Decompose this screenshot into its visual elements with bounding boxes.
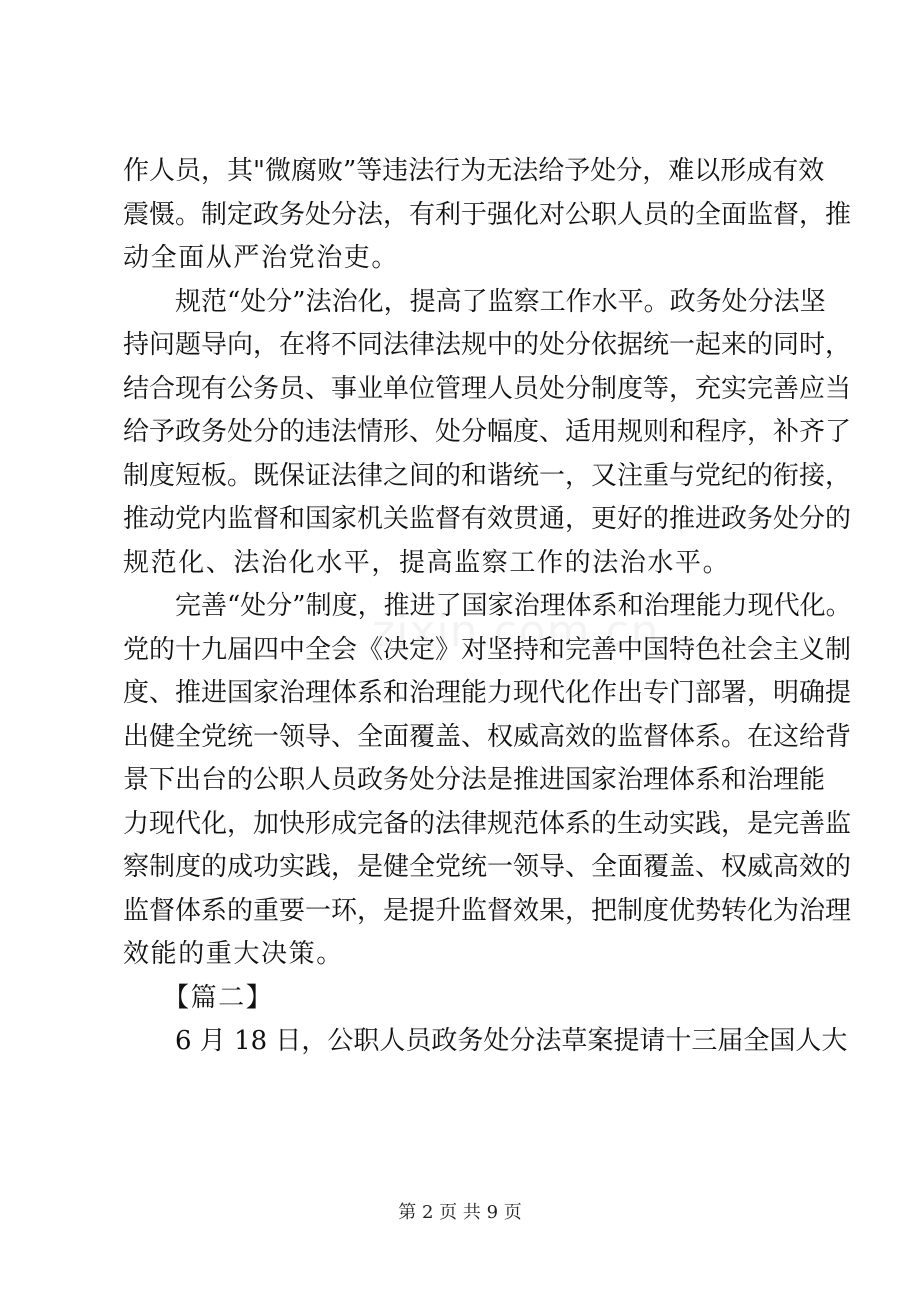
text-line: 察制度的成功实践，是健全党统一领导、全面覆盖、权威高效的 — [123, 852, 852, 882]
text-line: 效能的重大决策。 — [123, 939, 344, 969]
text-line: 结合现有公务员、事业单位管理人员处分制度等，充实完善应当 — [123, 373, 852, 404]
text-line: 党的十九届四中全会《决定》对坚持和完善中国特色社会主义制 — [123, 634, 852, 665]
paragraph-start-line: 规范“处分”法治化，提高了监察工作水平。政务处分法坚 — [175, 286, 826, 317]
text-line: 景下出台的公职人员政务处分法是推进国家治理体系和治理能 — [123, 765, 826, 795]
section-heading: 【篇二】 — [163, 982, 274, 1013]
paragraph-start-line: 6 月 18 日，公职人员政务处分法草案提请十三届全国人大 — [175, 1026, 848, 1056]
text-line: 持问题导向，在将不同法律法规中的处分依据统一起来的同时， — [123, 330, 852, 360]
text-line: 出健全党统一领导、全面覆盖、权威高效的监督体系。在这给背 — [123, 721, 852, 752]
text-line: 作人员，其"微腐败”等违法行为无法给予处分，难以形成有效 — [123, 156, 825, 186]
paragraph-start-line: 完善“处分”制度，推进了国家治理体系和治理能力现代化。 — [175, 591, 852, 621]
text-line: 规范化、法治化水平，提高监察工作的法治水平。 — [123, 547, 731, 578]
page-number-footer: 第 2 页 共 9 页 — [398, 1202, 522, 1223]
text-line: 给予政务处分的违法情形、处分幅度、适用规则和程序，补齐了 — [123, 417, 852, 447]
text-line: 度、推进国家治理体系和治理能力现代化作出专门部署，明确提 — [123, 678, 852, 708]
text-line: 动全面从严治党治吏。 — [123, 243, 400, 273]
text-line: 力现代化，加快形成完备的法律规范体系的生动实践，是完善监 — [123, 808, 852, 839]
text-line: 推动党内监督和国家机关监督有效贯通，更好的推进政务处分的 — [123, 504, 852, 534]
document-body — [123, 150, 852, 1064]
text-line: 监督体系的重要一环，是提升监督效果，把制度优势转化为治理 — [123, 895, 852, 926]
text-line: 震慑。制定政务处分法，有利于强化对公职人员的全面监督，推 — [123, 199, 852, 230]
text-line: 制度短板。既保证法律之间的和谐统一，又注重与党纪的衔接， — [123, 460, 852, 491]
